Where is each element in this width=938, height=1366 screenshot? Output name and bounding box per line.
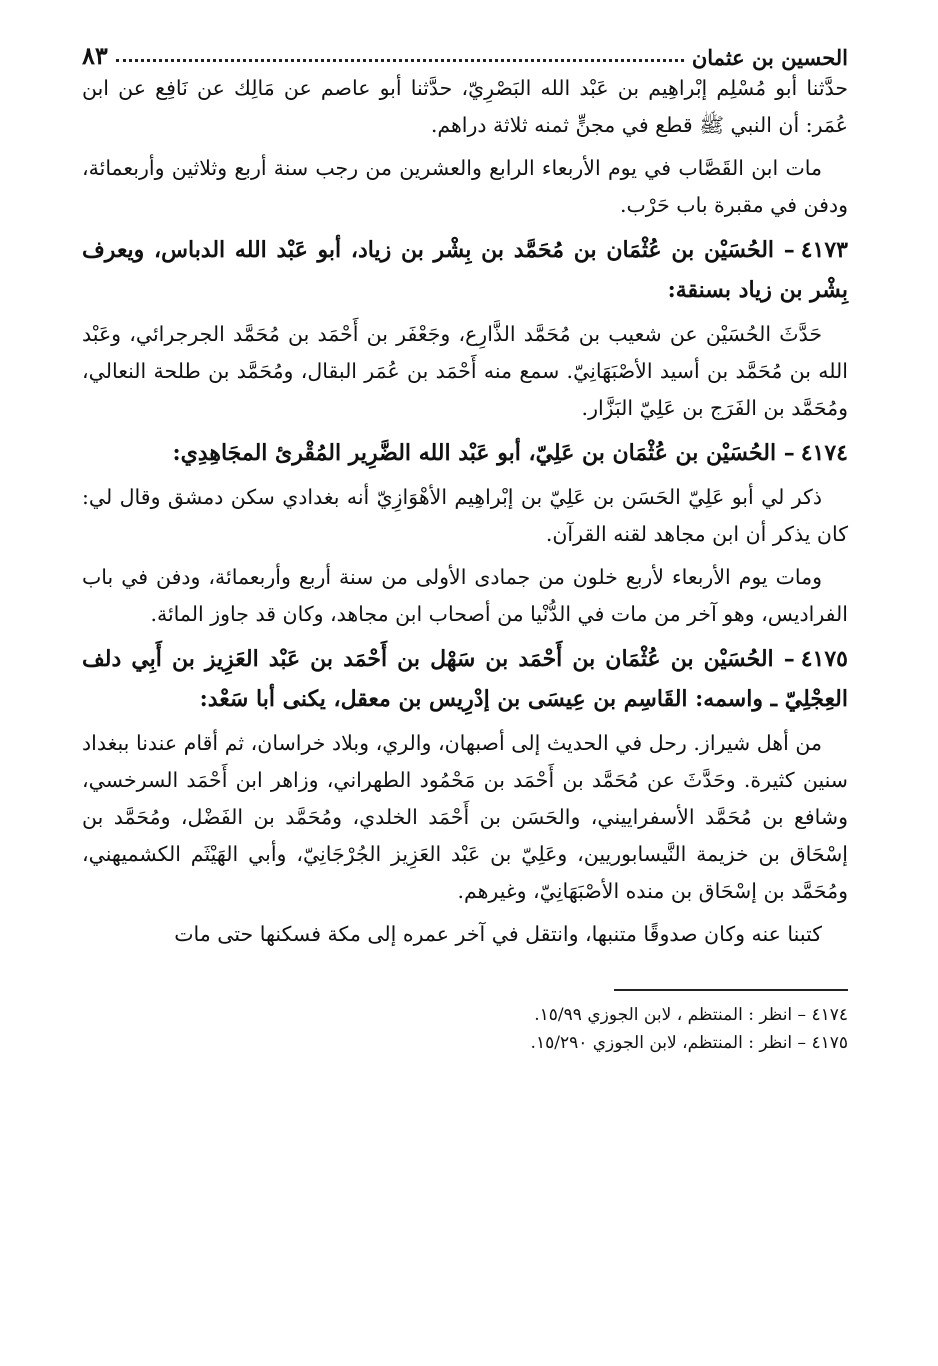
entry-title: – الحُسَيْن بن عُثْمَان بن أَحْمَد بن سَهْل بن أَحْمَد بن عَبْد العَزِيز بن أَبِي دلف العِجْلِيّ ـ واسمه: القَاسِم بن عِيسَى بن إدْرِيس بن معقل، يكنى أبا سَعْد: <box>82 646 848 712</box>
body-paragraph: من أهل شيراز. رحل في الحديث إلى أصبهان، والري، وبلاد خراسان، ثم أقام عندنا ببغداد سنين كثيرة. وحَدَّثَ عن مُحَمَّد بن أَحْمَد بن مَحْمُود الطهراني، وزاهر ابن أَحْمَد السرخسي، وشافع بن مُحَمَّد الأسفراييني، والحَسَن بن أَحْمَد الخلدي، ومُحَمَّد بن الفَضْل، ومُحَمَّد بن إسْحَاق بن خزيمة النَّيسابوريين، وعَلِيّ بن عَبْد العَزِيز الجُرْجَانِيّ، وأبي الهَيْثَم الكشميهني، ومُحَمَّد بن إسْحَاق بن منده الأصْبَهَانِيّ، وغيرهم. <box>82 731 848 903</box>
book-page <box>82 30 848 1340</box>
entry-number: ٤١٧٤ <box>800 440 848 466</box>
entry-heading-4175 <box>82 639 848 719</box>
body-paragraph: حَدَّثَ الحُسَيْن عن شعيب بن مُحَمَّد الذَّارِع، وجَعْفَر بن أَحْمَد بن مُحَمَّد الجرجرائي، وعَبْد الله بن مُحَمَّد بن أسيد الأصْبَهَانِيّ. سمع منه أَحْمَد بن عُمَر البقال، ومُحَمَّد بن طلحة النعالي، ومُحَمَّد بن الفَرَج بن عَلِيّ البَزَّار. <box>82 322 848 420</box>
entry-heading-4174 <box>82 433 848 473</box>
body-paragraph: ومات يوم الأربعاء لأربع خلون من جمادى الأولى من سنة أربع وأربعمائة، ودفن في باب الفراديس، وهو آخر من مات في الدُّنْيا من أصحاب ابن مجاهد، وكان قد جاوز المائة. <box>82 565 848 626</box>
page-number: ٨٣ <box>82 41 108 70</box>
entry-number: ٤١٧٥ <box>800 646 848 672</box>
footnote: ٤١٧٤ – انظر : المنتظم ، لابن الجوزي ١٥/٩٩. <box>534 1005 848 1025</box>
running-title: الحسين بن عثمان <box>691 45 848 70</box>
page-body <box>82 70 848 953</box>
continuation-paragraph: حدَّثنا أبو مُسْلِم إبْراهِيم بن عَبْد الله البَصْرِيّ، حدَّثنا أبو عاصم عن مَالِك عن نَافِع عن ابن عُمَر: أن النبي ﷺ قطع في مجنٍّ ثمنه ثلاثة دراهم. <box>82 76 848 137</box>
body-paragraph: مات ابن القَصَّاب في يوم الأربعاء الرابع والعشرين من رجب سنة أربع وثلاثين وأربعمائة، ودفن في مقبرة باب حَرْب. <box>82 156 848 217</box>
entry-title: – الحُسَيْن بن عُثْمَان بن عَلِيّ، أبو عَبْد الله الضَّرِير المُقْرئ المجَاهِدِي: <box>172 440 795 466</box>
dotted-leader <box>116 59 684 62</box>
footnote-separator <box>614 989 848 991</box>
entry-number: ٤١٧٣ <box>800 237 848 263</box>
body-paragraph: كتبنا عنه وكان صدوقًا متنبها، وانتقل في آخر عمره إلى مكة فسكنها حتى مات <box>174 922 822 946</box>
entry-title: – الحُسَيْن بن عُثْمَان بن مُحَمَّد بن بِشْر بن زياد، أبو عَبْد الله الدباس، ويعرف بِشْر بن زياد بسنقة: <box>82 237 848 303</box>
body-paragraph: ذكر لي أبو عَلِيّ الحَسَن بن عَلِيّ بن إبْراهِيم الأهْوَازِيّ أنه بغدادي سكن دمشق وقال لي: كان يذكر أن ابن مجاهد لقنه القرآن. <box>82 485 848 546</box>
footnote: ٤١٧٥ – انظر : المنتظم، لابن الجوزي ١٥/٢٩٠. <box>530 1033 848 1053</box>
entry-heading-4173 <box>82 230 848 310</box>
footnotes <box>82 1001 848 1057</box>
page-header <box>82 30 848 70</box>
